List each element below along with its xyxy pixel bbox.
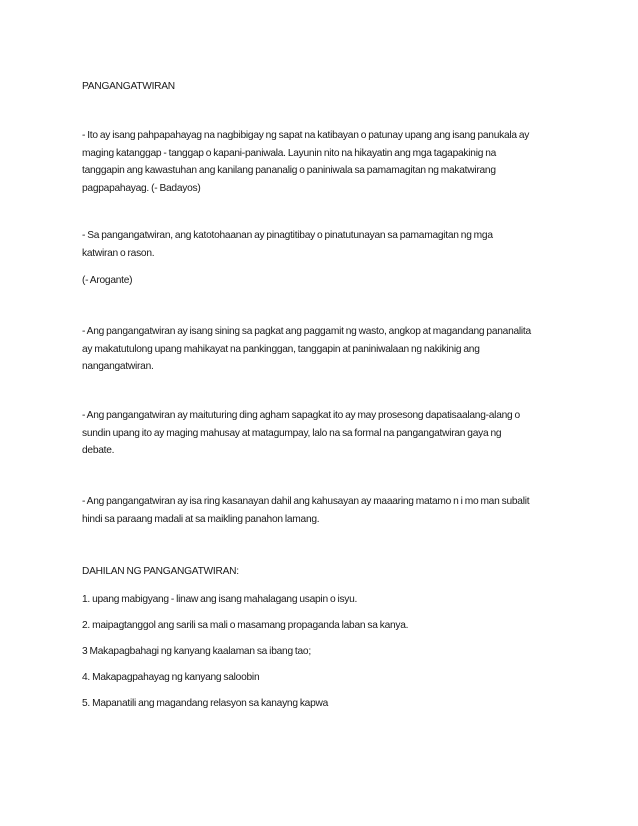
paragraph-definition-arogante: - Sa pangangatwiran, ang katotohaanan ay pinagtitibay o pinatutunayan sa pamamagitan ng mga katwiran o rason. <box>82 230 493 259</box>
document-title: PANGANGATWIRAN <box>82 81 175 92</box>
reasons-heading: DAHILAN NG PANGANGATWIRAN: <box>82 566 239 577</box>
paragraph-agham: - Ang pangangatwiran ay maituturing ding agham sapagkat ito ay may prosesong dapatisaalang-alang o sundin upang ito ay maging mahusay at matagumpay, lalo na sa formal na pangangatwiran gaya ng debate. <box>82 410 520 456</box>
paragraph-kasanayan: - Ang pangangatwiran ay isa ring kasanayan dahil ang kahusayan ay maaaring matamo n i mo man subalit hindi sa paraang madali at sa maikling panahon lamang. <box>82 496 530 525</box>
reason-item: 2. maipagtanggol ang sarili sa mali o masamang propaganda laban sa kanya. <box>82 620 409 631</box>
paragraph-definition-badayos: - Ito ay isang pahpapahayag na nagbibigay ng sapat na katibayan o patunay upang ang isang panukala ay maging katanggap - tanggap o kapani-paniwala. Layunin nito na hikayatin ang mga tagapakinig na tanggapin ang kawastuhan ang kanilang pananalig o paniniwala sa pamamagitan ng makatwirang pagpapahayag. (- Badayos) <box>82 130 530 194</box>
reason-item: 4. Makapagpahayag ng kanyang saloobin <box>82 672 260 683</box>
reason-item: 5. Mapanatili ang magandang relasyon sa kanayng kapwa <box>82 698 329 709</box>
paragraph-sining: - Ang pangangatwiran ay isang sining sa pagkat ang paggamit ng wasto, angkop at magandang pananalita ay makatutulong upang mahikayat na pankinggan, tanggapin at paniniwalaan ng nakikinig ang nangangatwiran. <box>82 326 531 372</box>
paragraph-citation-arogante: (- Arogante) <box>82 275 133 286</box>
reason-item: 1. upang mabigyang - linaw ang isang mahalagang usapin o isyu. <box>82 594 358 605</box>
reason-item: 3 Makapagbahagi ng kanyang kaalaman sa ibang tao; <box>82 646 311 657</box>
